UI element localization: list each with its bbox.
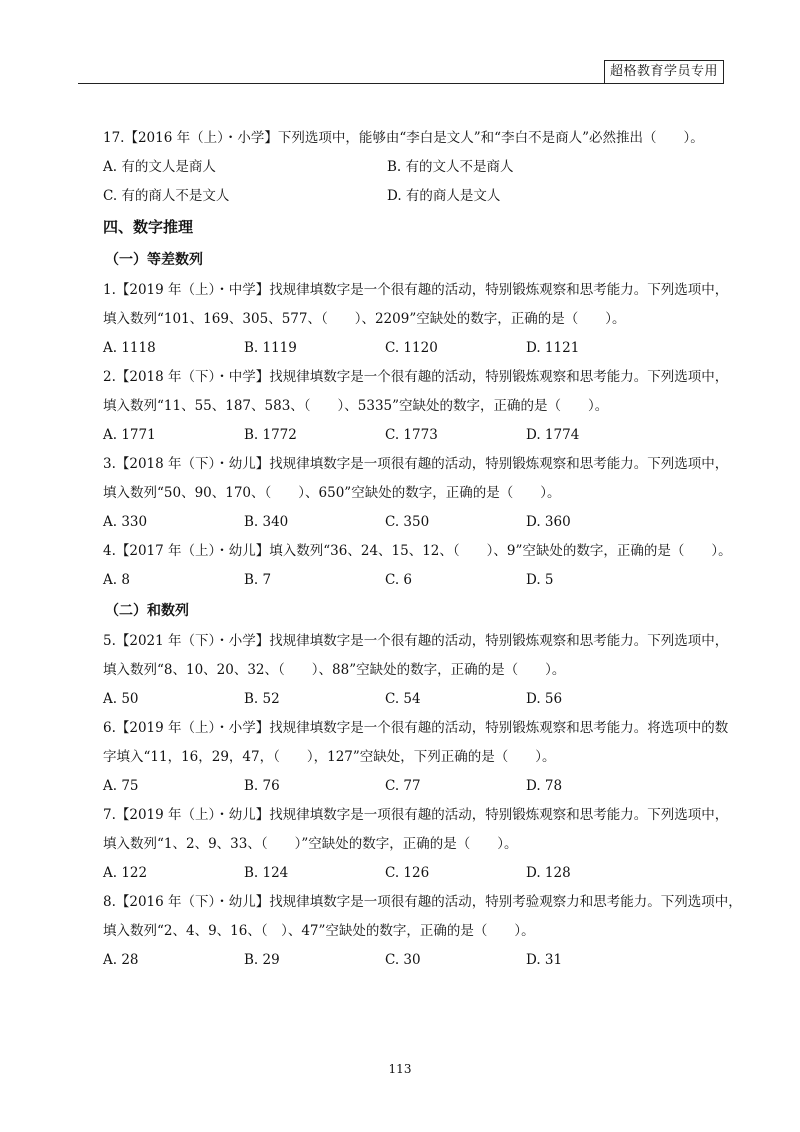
question-17-options-row-2 <box>103 182 723 211</box>
option-c: C. 54 <box>385 691 421 707</box>
option-d: D. 1774 <box>526 427 580 443</box>
option-b: B. 1772 <box>244 427 297 443</box>
question-2-stem-line-2: 填入数列“11、55、187、583、（ ）、5335”空缺处的数字，正确的是（ ）。 <box>103 398 609 414</box>
question-4-stem: 4.【2017 年（上）・幼儿】填入数列“36、24、15、12、（ ）、9”空缺处的数字，正确的是（ ）。 <box>103 543 732 559</box>
option-b: B. 7 <box>244 572 272 588</box>
option-d: D. 56 <box>526 691 563 707</box>
question-8-stem-line-1: 8.【2016 年（下）・幼儿】找规律填数字是一项很有趣的活动，特别考验观察力和思考能力。下列选项中， <box>103 894 742 910</box>
question-4-options <box>103 566 723 595</box>
question-17-stem: 17.【2016 年（上）・小学】下列选项中，能够由“李白是文人”和“李白不是商人”必然推出（ ）。 <box>103 130 704 146</box>
option-a: A. 28 <box>103 952 139 968</box>
question-1-stem-line-2: 填入数列“101、169、305、577、（ ）、2209”空缺处的数字，正确的是（ ）。 <box>103 311 626 327</box>
question-5-options <box>103 685 723 714</box>
option-c: C. 6 <box>385 572 413 588</box>
option-d: D. 有的商人是文人 <box>387 188 501 204</box>
option-b: B. 29 <box>244 952 280 968</box>
option-d: D. 5 <box>526 572 554 588</box>
question-7-stem-line-1: 7.【2019 年（上）・幼儿】找规律填数字是一项很有趣的活动，特别锻炼观察和思考能力。下列选项中， <box>103 807 729 823</box>
option-b: B. 1119 <box>244 340 297 356</box>
option-a: A. 有的文人是商人 <box>103 159 216 175</box>
option-a: A. 75 <box>103 778 139 794</box>
question-6-stem-line-2: 字填入“11，16，29，47，（ ），127”空缺处，下列正确的是（ ）。 <box>103 749 556 765</box>
question-1-options <box>103 334 723 363</box>
question-7-options <box>103 859 723 888</box>
question-17-options-row-1 <box>103 153 723 182</box>
page-number: 113 <box>388 1062 412 1076</box>
option-c: C. 1773 <box>385 427 438 443</box>
option-a: A. 122 <box>103 865 148 881</box>
option-a: A. 8 <box>103 572 130 588</box>
question-6-options <box>103 772 723 801</box>
option-b: B. 有的文人不是商人 <box>387 159 514 175</box>
option-c: C. 30 <box>385 952 421 968</box>
option-d: D. 78 <box>526 778 563 794</box>
question-2-stem-line-1: 2.【2018 年（下）・中学】找规律填数字是一个很有趣的活动，特别锻炼观察和思考能力。下列选项中， <box>103 369 729 385</box>
subsection-heading: （二）和数列 <box>105 603 189 619</box>
option-d: D. 1121 <box>526 340 580 356</box>
option-c: C. 有的商人不是文人 <box>103 188 230 204</box>
option-b: B. 52 <box>244 691 280 707</box>
option-c: C. 350 <box>385 514 430 530</box>
question-8-options <box>103 946 723 975</box>
question-7-stem-line-2: 填入数列“1、2、9、33、（ ）”空缺处的数字，正确的是（ ）。 <box>103 836 518 852</box>
question-1-stem-line-1: 1.【2019 年（上）・中学】找规律填数字是一个很有趣的活动，特别锻炼观察和思考能力。下列选项中， <box>103 282 729 298</box>
question-5-stem-line-2: 填入数列“8、10、20、32、（ ）、88”空缺处的数字，正确的是（ ）。 <box>103 662 566 678</box>
header-badge: 超格教育学员专用 <box>604 60 724 84</box>
question-5-stem-line-1: 5.【2021 年（下）・小学】找规律填数字是一个很有趣的活动，特别锻炼观察和思考能力。下列选项中， <box>103 633 729 649</box>
question-2-options <box>103 421 723 450</box>
question-3-stem-line-1: 3.【2018 年（下）・幼儿】找规律填数字是一项很有趣的活动，特别锻炼观察和思考能力。下列选项中， <box>103 456 729 472</box>
option-b: B. 76 <box>244 778 280 794</box>
option-a: A. 330 <box>103 514 148 530</box>
option-d: D. 128 <box>526 865 571 881</box>
option-d: D. 360 <box>526 514 571 530</box>
option-b: B. 340 <box>244 514 289 530</box>
option-c: C. 1120 <box>385 340 438 356</box>
option-a: A. 1118 <box>103 340 156 356</box>
option-a: A. 50 <box>103 691 139 707</box>
question-3-stem-line-2: 填入数列“50、90、170、（ ）、650”空缺处的数字，正确的是（ ）。 <box>103 485 561 501</box>
header-divider <box>78 83 722 84</box>
option-d: D. 31 <box>526 952 563 968</box>
section-heading: 四、数字推理 <box>103 218 194 236</box>
question-3-options <box>103 508 723 537</box>
question-6-stem-line-1: 6.【2019 年（上）・小学】找规律填数字是一个很有趣的活动，特别锻炼观察和思考能力。将选项中的数 <box>103 720 729 736</box>
option-b: B. 124 <box>244 865 289 881</box>
option-a: A. 1771 <box>103 427 156 443</box>
option-c: C. 77 <box>385 778 421 794</box>
subsection-heading: （一）等差数列 <box>105 252 203 268</box>
page-content <box>103 124 742 975</box>
option-c: C. 126 <box>385 865 430 881</box>
question-8-stem-line-2: 填入数列“2、4、9、16、（ ）、47”空缺处的数字，正确的是（ ）。 <box>103 923 535 939</box>
